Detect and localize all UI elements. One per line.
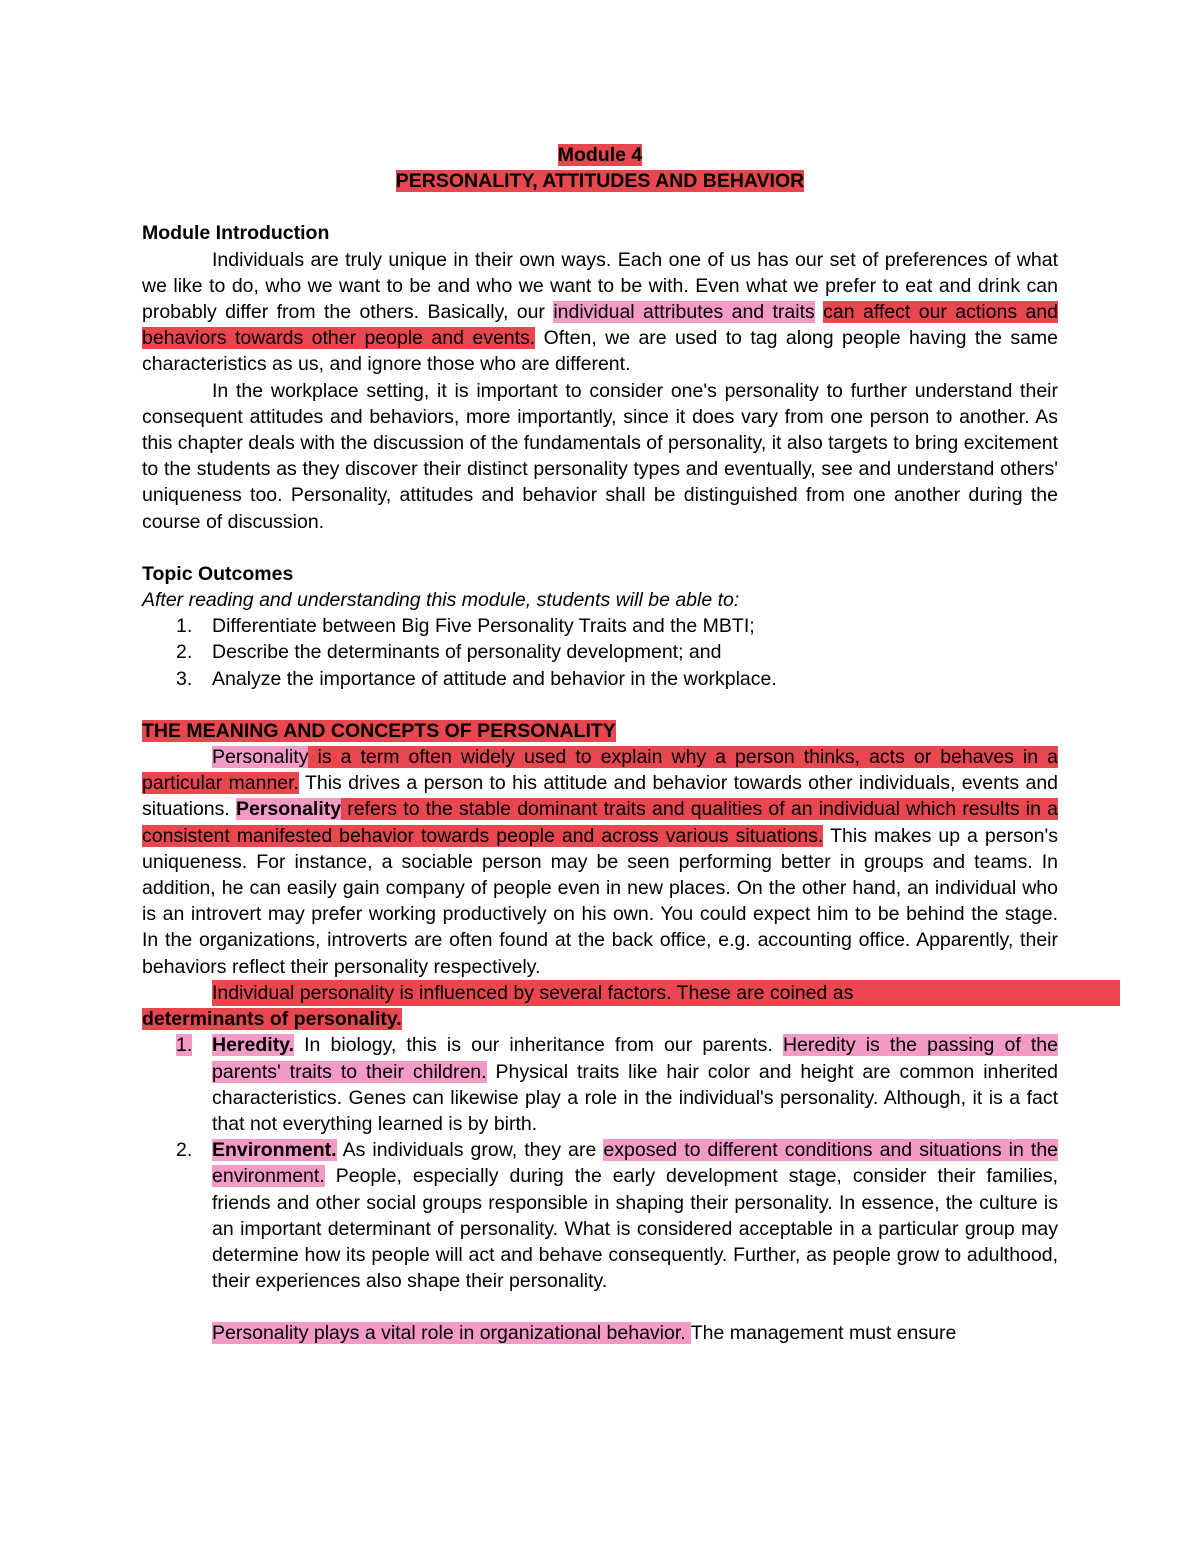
section-heading: THE MEANING AND CONCEPTS OF PERSONALITY (142, 719, 616, 742)
intro-paragraph-1: Individuals are truly unique in their own ways. Each one of us has our set of preferences of what we like to do, who we want to be and who we want to be with. Even what we prefer to eat and drink can probably differ from the others. Basically, our individual attributes and traits can affect our actions and behaviors towards other people and events. Often, we are used to tag along people having the same characteristics as us, and ignore those who are different. (142, 248, 1059, 376)
determinants-intro-highlight: Individual personality is influenced by several factors. These are coined as (212, 980, 1120, 1006)
intro-paragraph-2: In the workplace setting, it is important to consider one's personality to further understand their consequent attitudes and behaviors, more importantly, since it does vary from one person to another. As this chapter deals with the discussion of the fundamentals of personality, it also targets to bring excitement to the students as they discover their distinct personality types and eventually, see and understand others' uniqueness too. Personality, attitudes and behavior shall be distinguished from one another during the course of discussion. (142, 379, 1058, 533)
closing-line: Personality plays a vital role in organizational behavior. The management must ensure (212, 1322, 957, 1345)
outcomes-list (142, 613, 1058, 692)
outcomes-heading: Topic Outcomes (142, 562, 294, 585)
highlight-actions: can affect our actions and behaviors towards other people and events. (142, 301, 1058, 350)
list-item: 3. Analyze the importance of attitude and behavior in the workplace. (176, 667, 777, 690)
outcomes-lead: After reading and understanding this module, students will be able to: (142, 589, 740, 612)
list-item: 1. Differentiate between Big Five Personality Traits and the MBTI; (176, 615, 755, 638)
meaning-paragraph: Personality is a term often widely used to explain why a person thinks, acts or behaves in a particular manner. This drives a person to his attitude and behavior towards other individuals, events and situations. Personality refers to the stable dominant traits and qualities of an individual which results in a consistent manifested behavior towards people and across various situations. This makes up a person's uniqueness. For instance, a sociable person may be seen performing better in groups and teams. In addition, he can easily gain company of people even in new places. On the other hand, an individual who is an introvert may prefer working productively on his own. You could expect him to be behind the stage. In the organizations, introverts are often found at the back office, e.g. accounting office. Apparently, their behaviors reflect their personality respectively. (142, 746, 1059, 978)
list-item: 1. Heredity. In biology, this is our inheritance from our parents. Heredity is the passing of the parents' traits to their children. Physical traits like hair color and height are common inherited characteristics. Genes can likewise play a role in the individual's personality. Although, it is a fact that not everything learned is by birth. (176, 1034, 1058, 1135)
highlight-attributes: individual attributes and traits (553, 301, 815, 324)
document-title: PERSONALITY, ATTITUDES AND BEHAVIOR (395, 170, 805, 193)
list-item: 2. Describe the determinants of personality development; and (176, 641, 722, 664)
document-body (142, 142, 1058, 1347)
list-item: 2. Environment. As individuals grow, they are exposed to different conditions and situations in the environment. People, especially during the early development stage, consider their families, friends and other social groups responsible in shaping their personality. In essence, the culture is an important determinant of personality. What is considered acceptable in a particular group may determine how its people will act and behave consequently. Further, as people grow to adulthood, their experiences also shape their personality. (176, 1139, 1059, 1293)
module-label: Module 4 (557, 144, 643, 166)
determinants-term: determinants of personality. (142, 1008, 402, 1031)
intro-heading: Module Introduction (142, 222, 330, 245)
determinants-list (142, 1032, 1058, 1294)
